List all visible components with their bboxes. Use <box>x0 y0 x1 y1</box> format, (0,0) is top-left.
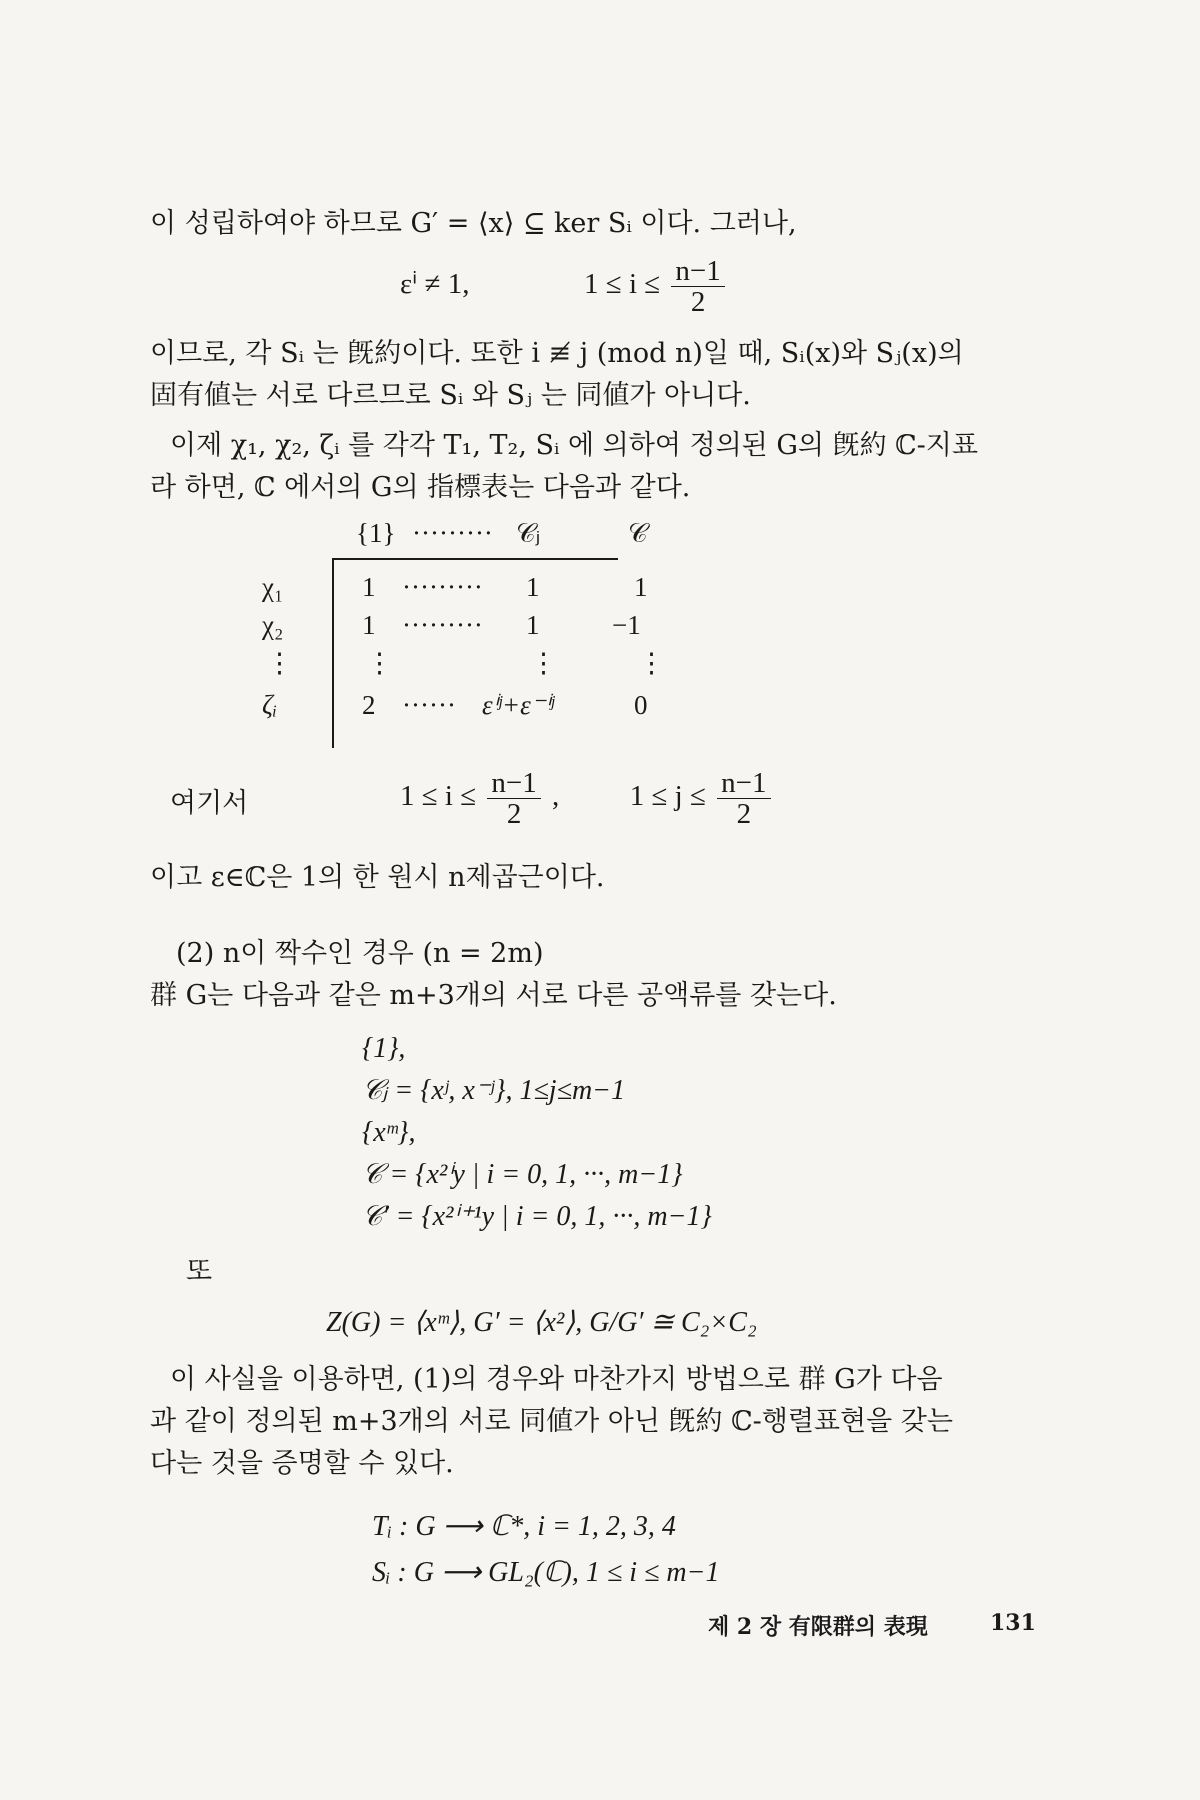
conjugacy-class-4: 𝒞 = {x²ⁱy | i = 0, 1, ···, m−1} <box>362 1159 683 1190</box>
row-chi1-c: 1 <box>634 572 648 602</box>
paragraph-7-line-2: 과 같이 정의된 m+3개의 서로 同値가 아닌 旣約 ℂ-행렬표현을 갖는 <box>150 1406 953 1437</box>
eq2-j-fraction <box>717 768 770 829</box>
eq2-j-fraction-denominator: 2 <box>736 798 752 830</box>
header-identity-class: {1} <box>356 518 396 548</box>
eq2-i-fraction-numerator: n−1 <box>487 768 540 799</box>
center-equation: Z(G) = ⟨xᵐ⟩, G′ = ⟨x²⟩, G/G′ ≅ C₂×C₂ <box>326 1307 757 1338</box>
eq2-i-ineq: 1 ≤ i ≤ <box>400 780 477 813</box>
eq1-fraction-numerator: n−1 <box>671 256 724 287</box>
row-label-chi1: χ₁ <box>262 572 284 602</box>
row-label-zeta: ζᵢ <box>262 690 278 720</box>
row-zeta-c: 0 <box>634 690 648 720</box>
row-label-vdots: ⋮ <box>266 648 293 678</box>
paragraph-5: 이고 ε∈ℂ은 1의 한 원시 n제곱근이다. <box>150 862 605 893</box>
paragraph-3-line-1: 이제 χ₁, χ₂, ζᵢ 를 각각 T₁, T₂, Sᵢ 에 의하여 정의된 G의 旣約 ℂ-지표 <box>170 430 978 461</box>
eq1-left: εⁱ ≠ 1, <box>400 268 470 301</box>
row-zeta-cj: εⁱʲ+ε⁻ⁱʲ <box>482 690 555 720</box>
table-row-label-rule <box>332 558 334 748</box>
case-2-heading: (2) n이 짝수인 경우 (n = 2m) <box>176 938 544 969</box>
eq1-fraction-denominator: 2 <box>690 286 706 318</box>
conjugacy-class-3: {xᵐ}, <box>362 1117 416 1148</box>
conjugacy-class-5: 𝒞′ = {x²ⁱ⁺¹y | i = 0, 1, ···, m−1} <box>362 1201 712 1232</box>
paragraph-3-line-2: 라 하면, ℂ 에서의 G의 指標表는 다음과 같다. <box>150 472 691 503</box>
row-chi2-cj: 1 <box>526 610 540 640</box>
row-label-chi2: χ₂ <box>262 610 284 640</box>
row-chi2-c: −1 <box>612 610 641 640</box>
row-chi1-identity: 1 <box>362 572 376 602</box>
also-label: 또 <box>186 1256 213 1287</box>
paragraph-2-line-1: 이므로, 각 Sᵢ 는 旣約이다. 또한 i ≢ j (mod n)일 때, Sᵢ(x)와 Sⱼ(x)의 <box>150 338 964 369</box>
paragraph-2-line-2: 固有値는 서로 다르므로 Sᵢ 와 Sⱼ 는 同値가 아니다. <box>150 380 751 411</box>
conjugacy-class-2: 𝒞ⱼ = {xʲ, x⁻ʲ}, 1≤j≤m−1 <box>362 1075 626 1106</box>
row-chi1-dots: ········· <box>402 572 483 602</box>
equation-2 <box>400 768 775 829</box>
header-class-c: 𝒞 <box>628 518 648 548</box>
paragraph-7-line-1: 이 사실을 이용하면, (1)의 경우와 마찬가지 방법으로 群 G가 다음 <box>170 1364 943 1395</box>
row-chi2-dots: ········· <box>402 610 483 640</box>
row-vdots-cj: ⋮ <box>530 648 557 678</box>
character-table <box>262 514 722 754</box>
row-chi2-identity: 1 <box>362 610 376 640</box>
paragraph-6: 群 G는 다음과 같은 m+3개의 서로 다른 공액류를 갖는다. <box>150 980 837 1011</box>
eq2-i-fraction <box>487 768 540 829</box>
representation-1: Tᵢ : G ⟶ ℂ*, i = 1, 2, 3, 4 <box>372 1511 676 1542</box>
eq2-separator: , <box>552 780 560 813</box>
row-chi1-cj: 1 <box>526 572 540 602</box>
paragraph-4-prefix: 여기서 <box>170 788 249 819</box>
row-vdots-c: ⋮ <box>638 648 665 678</box>
eq2-i-fraction-denominator: 2 <box>506 798 522 830</box>
conjugacy-class-1: {1}, <box>362 1033 406 1064</box>
row-zeta-dots: ······ <box>402 690 456 720</box>
representation-2: Sᵢ : G ⟶ GL₂(ℂ), 1 ≤ i ≤ m−1 <box>372 1557 720 1588</box>
equation-1 <box>400 256 729 317</box>
eq2-j-ineq: 1 ≤ j ≤ <box>629 780 706 813</box>
header-dots: ········· <box>412 518 493 548</box>
table-header-rule <box>332 558 618 560</box>
row-zeta-identity: 2 <box>362 690 376 720</box>
paragraph-1: 이 성립하여야 하므로 G′ = ⟨x⟩ ⊆ ker Sᵢ 이다. 그러나, <box>150 208 797 239</box>
eq2-j-fraction-numerator: n−1 <box>717 768 770 799</box>
header-class-cj: 𝒞ⱼ <box>516 518 541 548</box>
paragraph-7-line-3: 다는 것을 증명할 수 있다. <box>150 1448 454 1479</box>
page-number: 131 <box>990 1610 1036 1636</box>
row-vdots-identity: ⋮ <box>366 648 393 678</box>
eq1-fraction <box>671 256 724 317</box>
eq1-ineq: 1 ≤ i ≤ <box>584 268 661 301</box>
running-footer-chapter: 제 2 장 有限群의 表現 <box>708 1614 928 1640</box>
